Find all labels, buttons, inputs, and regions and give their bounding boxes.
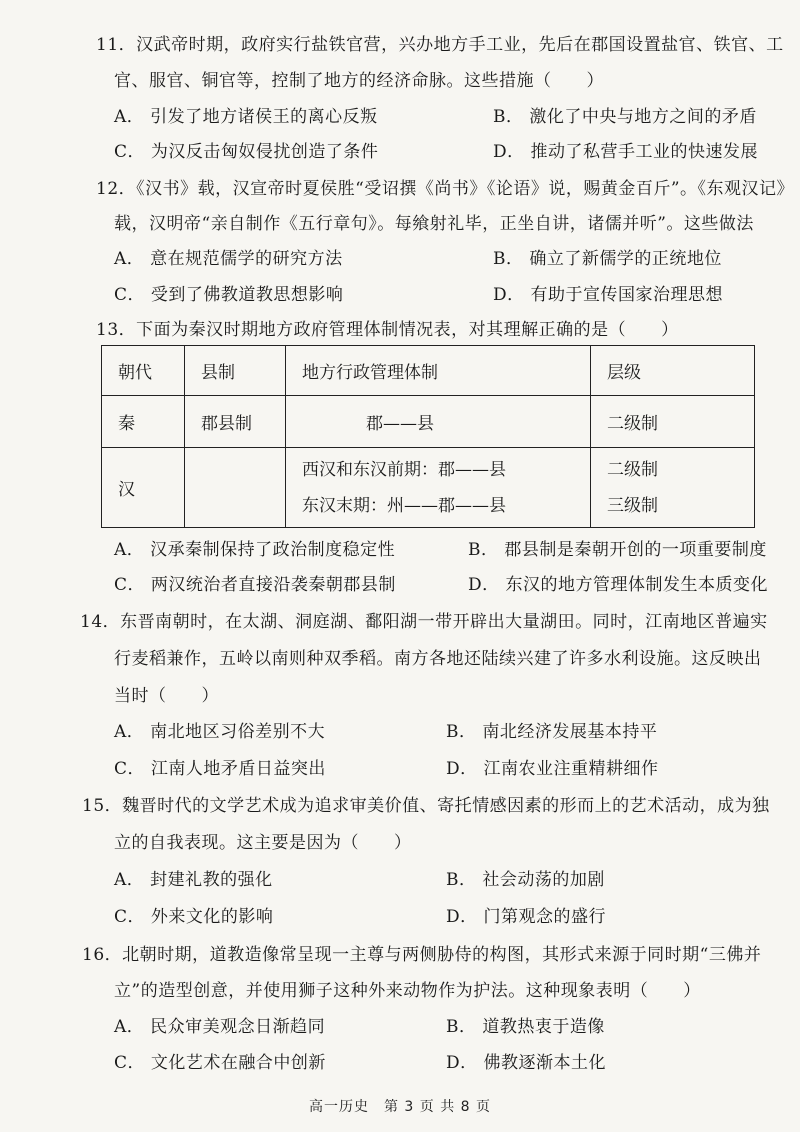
table-cell bbox=[286, 448, 591, 528]
question-text: 立”的造型创意，并使用狮子这种外来动物作为护法。这种现象表明（ ） bbox=[114, 981, 701, 1001]
table-cell: 郡县制 bbox=[185, 396, 286, 448]
page-footer: 高一历史 第 3 页 共 8 页 bbox=[308, 1099, 492, 1115]
question-text: 16．北朝时期，道教造像常呈现一主尊与两侧胁侍的构图，其形式来源于同时期“三佛并 bbox=[82, 945, 762, 965]
option-b: B． 南北经济发展基本持平 bbox=[446, 722, 658, 742]
option-d: D． 江南农业注重精耕细作 bbox=[446, 759, 659, 779]
table-cell: 秦 bbox=[102, 396, 185, 448]
question-text: 11．汉武帝时期，政府实行盐铁官营，兴办地方手工业，先后在郡国设置盐官、铁官、工 bbox=[96, 35, 784, 55]
option-d: D． 有助于宣传国家治理思想 bbox=[493, 285, 724, 305]
option-c: C． 受到了佛教道教思想影响 bbox=[114, 285, 344, 305]
table-cell: 郡——县 bbox=[286, 396, 591, 448]
table-header: 朝代 bbox=[102, 346, 185, 396]
table-cell bbox=[591, 448, 755, 528]
option-d: D． 推动了私营手工业的快速发展 bbox=[493, 142, 759, 162]
option-a: A． 封建礼教的强化 bbox=[114, 870, 273, 890]
option-a: A． 汉承秦制保持了政治制度稳定性 bbox=[114, 540, 396, 560]
option-c: C． 外来文化的影响 bbox=[114, 907, 274, 927]
question-text: 13．下面为秦汉时期地方政府管理体制情况表，对其理解正确的是（ ） bbox=[96, 320, 679, 340]
question-text: 14．东晋南朝时，在太湖、洞庭湖、鄱阳湖一带开辟出大量湖田。同时，江南地区普遍实 bbox=[80, 612, 768, 632]
table-cell: 二级制 bbox=[591, 396, 755, 448]
question-text: 载，汉明帝“亲自制作《五行章句》。每飨射礼毕，正坐自讲，诸儒并听”。这些做法 bbox=[114, 214, 754, 234]
option-b: B． 激化了中央与地方之间的矛盾 bbox=[493, 107, 757, 127]
table-cell-line: 东汉末期：州——郡——县 bbox=[302, 495, 506, 516]
option-a: A． 意在规范儒学的研究方法 bbox=[114, 249, 343, 269]
option-a: A． 民众审美观念日渐趋同 bbox=[114, 1017, 326, 1037]
table-header: 地方行政管理体制 bbox=[286, 346, 591, 396]
table-header: 层级 bbox=[591, 346, 755, 396]
table-cell-line: 二级制 bbox=[607, 459, 658, 480]
option-b: B． 道教热衷于造像 bbox=[446, 1017, 605, 1037]
option-b: B． 社会动荡的加剧 bbox=[446, 870, 605, 890]
table-header: 县制 bbox=[185, 346, 286, 396]
option-d: D． 东汉的地方管理体制发生本质变化 bbox=[468, 575, 769, 595]
option-c: C． 为汉反击匈奴侵扰创造了条件 bbox=[114, 142, 379, 162]
question-text: 行麦稻兼作，五岭以南则种双季稻。南方各地还陆续兴建了许多水利设施。这反映出 bbox=[114, 649, 762, 669]
option-a: A． 引发了地方诸侯王的离心反叛 bbox=[114, 107, 378, 127]
table-cell-line: 三级制 bbox=[607, 495, 658, 516]
option-c: C． 江南人地矛盾日益突出 bbox=[114, 759, 326, 779]
option-c: C． 两汉统治者直接沿袭秦朝郡县制 bbox=[114, 575, 396, 595]
question-text: 15．魏晋时代的文学艺术成为追求审美价值、寄托情感因素的形而上的艺术活动，成为独 bbox=[82, 796, 770, 816]
option-c: C． 文化艺术在融合中创新 bbox=[114, 1053, 326, 1073]
table-cell-line: 西汉和东汉前期：郡——县 bbox=[302, 459, 506, 480]
table-cell bbox=[185, 448, 286, 528]
question-text: 12．《汉书》载，汉宣帝时夏侯胜“受诏撰《尚书》《论语》说，赐黄金百斤”。《东观汉记》 bbox=[96, 179, 795, 199]
admin-system-table bbox=[101, 345, 755, 528]
option-a: A． 南北地区习俗差别不大 bbox=[114, 722, 326, 742]
option-b: B． 郡县制是秦朝开创的一项重要制度 bbox=[468, 540, 767, 560]
table-cell: 汉 bbox=[102, 448, 185, 528]
option-d: D． 佛教逐渐本土化 bbox=[446, 1053, 607, 1073]
option-d: D． 门第观念的盛行 bbox=[446, 907, 607, 927]
option-b: B． 确立了新儒学的正统地位 bbox=[493, 249, 722, 269]
question-text: 当时（ ） bbox=[114, 686, 219, 706]
question-text: 官、服官、铜官等，控制了地方的经济命脉。这些措施（ ） bbox=[114, 71, 604, 91]
question-text: 立的自我表现。这主要是因为（ ） bbox=[114, 833, 412, 853]
